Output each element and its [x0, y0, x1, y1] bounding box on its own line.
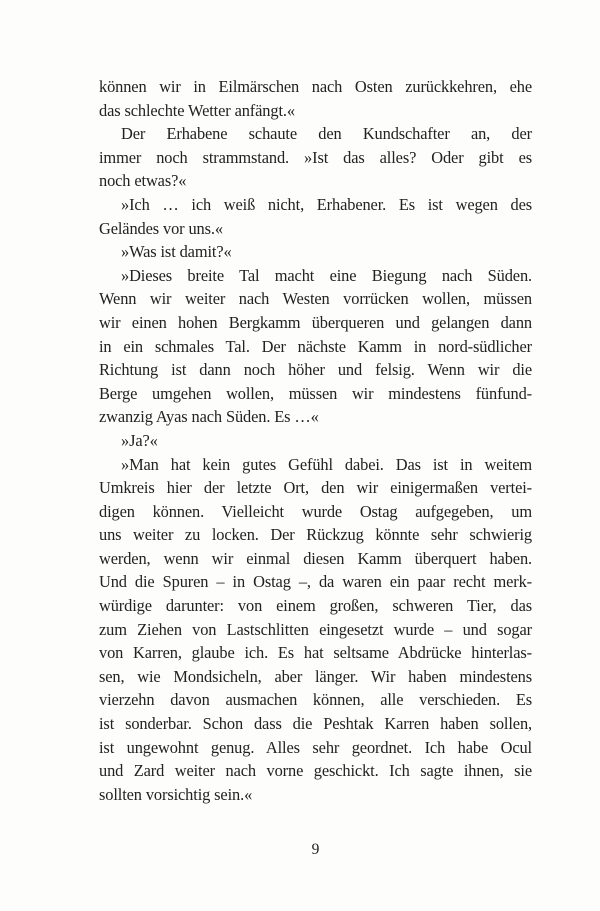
text-line: in ein schmales Tal. Der nächste Kamm in nord-südlicher — [99, 336, 532, 356]
text-line: »Ich … ich weiß nicht, Erhabener. Es ist wegen des — [121, 194, 532, 214]
text-line: sollten vorsichtig sein.« — [99, 784, 253, 804]
text-line: Umkreis hier der letzte Ort, den wir einigermaßen vertei- — [99, 478, 532, 498]
text-line: »Dieses breite Tal macht eine Biegung nach Süden. — [121, 265, 532, 285]
text-line: ist sonderbar. Schon dass die Peshtak Karren haben sollen, — [99, 714, 532, 734]
text-line: »Man hat kein gutes Gefühl dabei. Das ist in weitem — [121, 454, 532, 474]
text-line: werden, wenn wir einmal diesen Kamm überquert haben. — [99, 548, 532, 568]
text-line: ist ungewohnt genug. Alles sehr geordnet. Ich habe Ocul — [99, 737, 532, 757]
text-line: »Was ist damit?« — [121, 242, 232, 262]
text-line: würdige darunter: von einem großen, schweren Tier, das — [99, 596, 532, 616]
text-line: können wir in Eilmärschen nach Osten zurückkehren, ehe — [99, 77, 532, 96]
text-line: zum Ziehen von Lastschlitten eingesetzt wurde – und sogar — [99, 619, 532, 639]
text-line: immer noch strammstand. »Ist das alles? Oder gibt es — [99, 147, 532, 167]
text-line: zwanzig Ayas nach Süden. Es …« — [99, 407, 319, 427]
text-line: Der Erhabene schaute den Kundschafter an, der — [121, 124, 532, 144]
text-line: uns weiter zu locken. Der Rückzug könnte sehr schwierig — [99, 525, 532, 545]
text-line: sen, wie Mondsicheln, aber länger. Wir haben mindestens — [99, 666, 532, 686]
text-line: das schlechte Wetter anfängt.« — [99, 100, 295, 120]
page-number: 9 — [311, 841, 320, 858]
text-line: digen können. Vielleicht wurde Ostag aufgegeben, um — [99, 501, 532, 521]
text-line: und Zard weiter nach vorne geschickt. Ich sagte ihnen, sie — [99, 761, 532, 781]
text-line: Wenn wir weiter nach Westen vorrücken wollen, müssen — [99, 289, 532, 309]
text-line: noch etwas?« — [99, 171, 187, 191]
text-line: wir einen hohen Bergkamm überqueren und gelangen dann — [99, 312, 532, 332]
text-line: Berge umgehen wollen, müssen wir mindestens fünfund- — [99, 383, 532, 403]
text-line: von Karren, glaube ich. Es hat seltsame Abdrücke hinterlas- — [99, 643, 532, 663]
text-line: Und die Spuren – in Ostag –, da waren ein paar recht merk- — [99, 572, 532, 592]
text-line: Geländes vor uns.« — [99, 218, 223, 238]
text-line: »Ja?« — [121, 430, 158, 450]
text-line: Richtung ist dann noch höher und felsig. Wenn wir die — [99, 360, 532, 380]
page-text-block — [99, 75, 532, 806]
text-line: vierzehn davon ausmachen können, alle verschieden. Es — [99, 690, 532, 710]
